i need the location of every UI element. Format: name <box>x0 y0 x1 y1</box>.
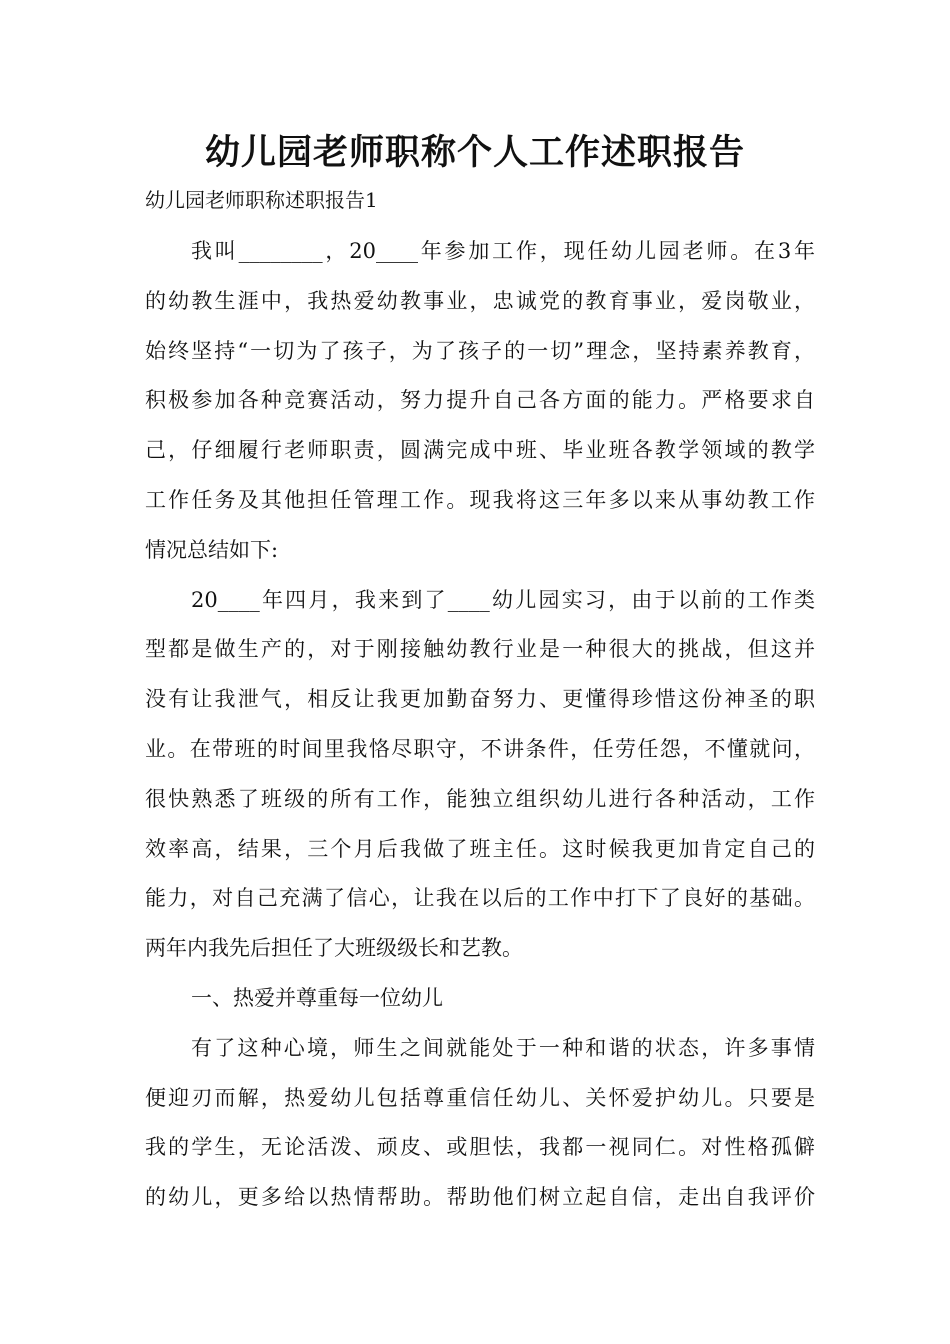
body-text-line: 的幼儿，更多给以热情帮助。帮助他们树立起自信，走出自我评价 <box>145 1185 815 1210</box>
body-text-line: 型都是做生产的，对于刚接触幼教行业是一种很大的挑战，但这并 <box>145 637 815 662</box>
body-text-line: 很快熟悉了班级的所有工作，能独立组织幼儿进行各种活动，工作 <box>145 786 815 811</box>
document-title: 幼儿园老师职称个人工作述职报告 <box>204 132 745 173</box>
body-text-line: 情况总结如下: <box>145 537 279 562</box>
document-body <box>145 234 815 1230</box>
body-text-line: 没有让我泄气，相反让我更加勤奋努力、更懂得珍惜这份神圣的职 <box>145 687 815 712</box>
body-text-line: 积极参加各种竞赛活动，努力提升自己各方面的能力。严格要求自 <box>145 388 815 413</box>
body-text-line: 我叫________，20____年参加工作，现任幼儿园老师。在3年 <box>191 239 815 263</box>
body-text-line: 己，仔细履行老师职责，圆满完成中班、毕业班各教学领域的教学 <box>145 438 815 463</box>
body-text-line: 能力，对自己充满了信心，让我在以后的工作中打下了良好的基础。 <box>145 886 815 911</box>
body-text-line: 我的学生，无论活泼、顽皮、或胆怯，我都一视同仁。对性格孤僻 <box>145 1135 815 1160</box>
body-text-line: 的幼教生涯中，我热爱幼教事业，忠诚党的教育事业，爱岗敬业， <box>145 288 815 313</box>
body-text-line: 始终坚持“一切为了孩子，为了孩子的一切”理念，坚持素养教育， <box>145 338 815 363</box>
body-text-line: 一、热爱并尊重每一位幼儿 <box>191 985 443 1010</box>
document-subtitle: 幼儿园老师职称述职报告1 <box>145 188 378 212</box>
body-text-line: 20____年四月，我来到了____幼儿园实习，由于以前的工作类 <box>191 587 815 612</box>
body-text-line: 工作任务及其他担任管理工作。现我将这三年多以来从事幼教工作 <box>145 487 815 512</box>
body-text-line: 业。在带班的时间里我恪尽职守，不讲条件，任劳任怨，不懂就问， <box>145 736 815 761</box>
body-text-line: 效率高，结果，三个月后我做了班主任。这时候我更加肯定自己的 <box>145 836 815 861</box>
body-text-line: 两年内我先后担任了大班级级长和艺教。 <box>145 936 523 961</box>
body-text-line: 便迎刃而解，热爱幼儿包括尊重信任幼儿、关怀爱护幼儿。只要是 <box>145 1085 815 1110</box>
body-text-line: 有了这种心境，师生之间就能处于一种和谐的状态，许多事情 <box>191 1035 815 1060</box>
